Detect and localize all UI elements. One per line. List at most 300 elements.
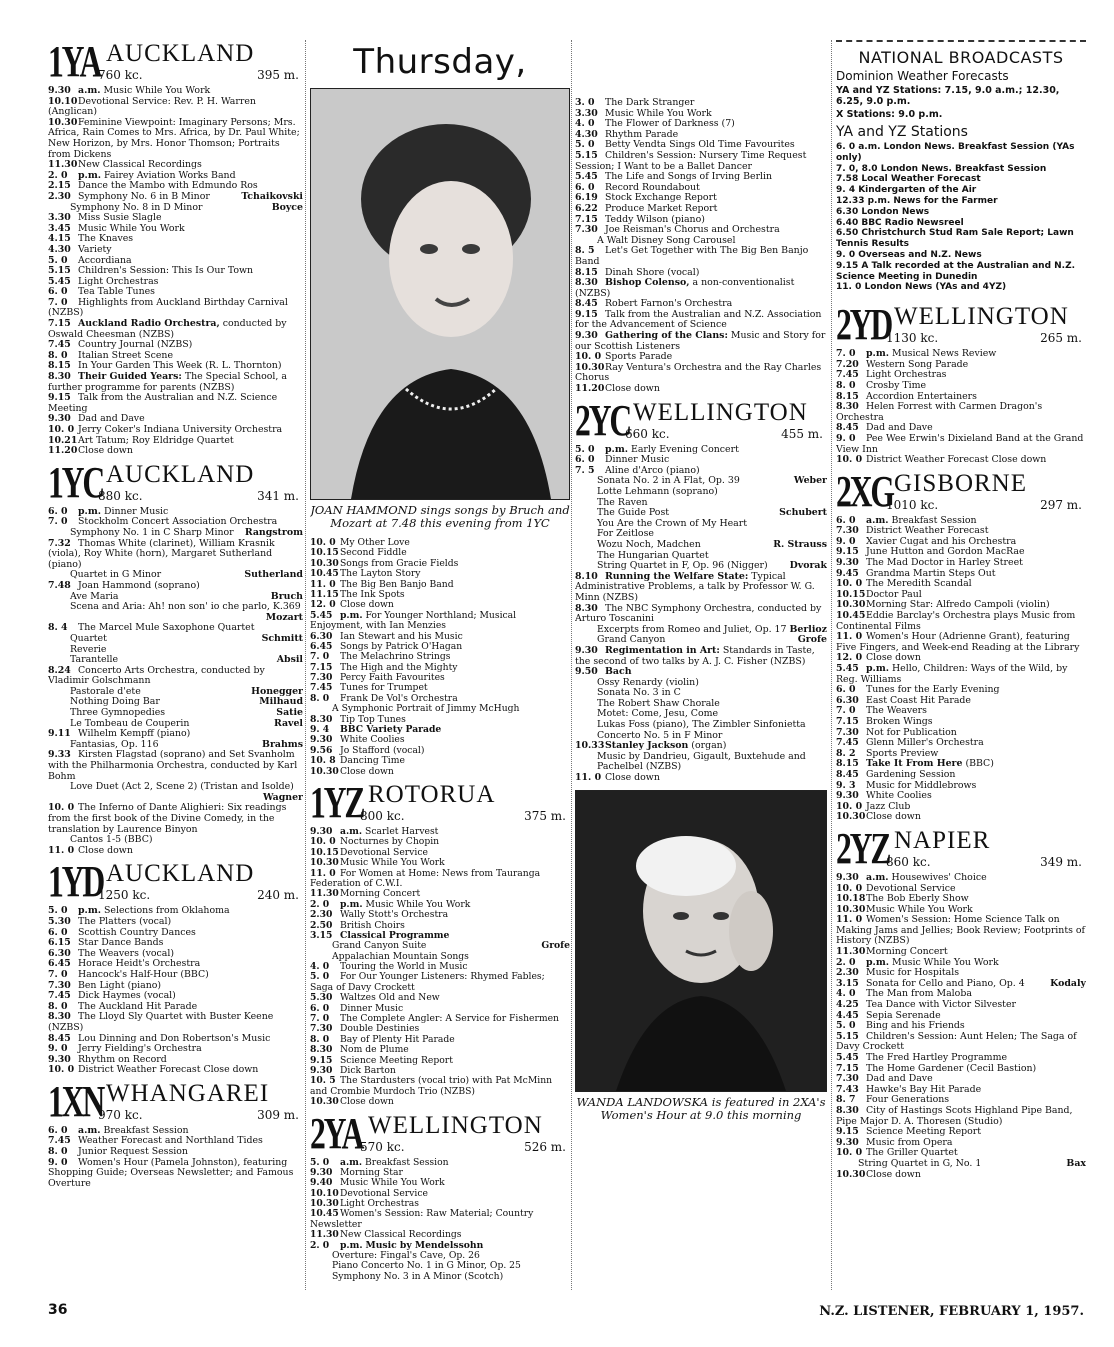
programme-title: Bing and his Friends <box>866 1021 965 1032</box>
station-frequency: 1250 kc. <box>98 888 151 903</box>
national-heading: YA and YZ Stations <box>836 124 968 140</box>
national-list <box>836 142 1086 293</box>
programme-subtitle: Reverie <box>70 644 107 655</box>
programme-title: The Weavers <box>866 706 927 717</box>
programme-title: Helen Forrest with Carmen Dragon's Orchestra <box>836 402 1043 423</box>
programme-title: Music and Story for our Scottish Listeners <box>575 331 826 352</box>
programme-time: 8.15 <box>48 361 71 372</box>
programme-item <box>836 1000 1086 1011</box>
programme-time: 12. 0 <box>836 653 863 664</box>
programme-composer: Tchaikovski <box>241 191 303 202</box>
programme-time: 7.45 <box>48 340 71 351</box>
programme-time: 3.45 <box>48 223 71 234</box>
programme-title: Standards in Taste, the second of two talks by A. J. C. Fisher (NZBS) <box>575 645 815 667</box>
programme-time: 8. 5 <box>575 246 595 257</box>
programme-time: 6. 0 <box>48 927 68 938</box>
programme-title: The Mad Doctor in Harley Street <box>866 558 1023 569</box>
programme-time: 12. 0 <box>310 600 336 611</box>
programme-time: 2.30 <box>48 191 71 202</box>
programme-item <box>48 708 303 719</box>
programme-item <box>575 268 827 279</box>
programme-item <box>310 1168 570 1178</box>
programme-title: (organ) <box>691 741 727 752</box>
programme-title: Aline d'Arco (piano) <box>605 465 700 476</box>
column-1 <box>48 40 303 1193</box>
programme-item <box>310 632 570 642</box>
station-header <box>48 1076 303 1126</box>
programme-time: 8. 7 <box>836 1095 856 1106</box>
programme-meridiem: a.m. <box>866 515 889 526</box>
programme-item <box>48 86 303 97</box>
programme-subtitle: Grand Canyon Suite <box>332 941 427 952</box>
programme-item <box>48 340 303 351</box>
programme-time: 9. 0 <box>836 536 856 547</box>
programme-item <box>836 947 1086 958</box>
programme-highlight: Gathering of the Clans: <box>605 331 728 342</box>
programme-time: 5. 0 <box>575 444 595 455</box>
programme-subtitle: A Walt Disney Song Carousel <box>597 235 736 246</box>
programme-item <box>48 277 303 288</box>
programme-title: Women's Session: Home Science Talk on Making Jams and Jellies; Book Review; Footprints of History (NZBS) <box>836 915 1086 947</box>
programme-time: 10.15 <box>836 589 866 600</box>
programme-time: 9. 0 <box>48 1044 68 1055</box>
programme-meridiem: a.m. <box>78 86 101 96</box>
programme-title: Dick Haymes (vocal) <box>78 991 176 1002</box>
programme-time: 2.50 <box>310 920 333 931</box>
programme-item <box>310 683 570 693</box>
programme-item <box>48 393 303 414</box>
programme-title: Scarlet Harvest <box>365 826 439 837</box>
programme-time: 4. 0 <box>836 989 856 1000</box>
station-header <box>575 395 827 445</box>
programme-title: The Man from Maloba <box>866 989 972 1000</box>
station-city: ROTORUA <box>368 780 496 808</box>
programme-time: 7.30 <box>836 526 859 537</box>
programme-item <box>48 970 303 981</box>
programme-subtitle: Sonata No. 2 in A Flat, Op. 39 <box>597 476 740 487</box>
programme-time: 5.45 <box>575 172 598 183</box>
programme-item <box>310 952 570 962</box>
programme-composer: Milhaud <box>259 697 303 708</box>
programme-title: Women's Hour (Pamela Johnston), featuring Shopping Guide; Overseas Newsletter; and Famous Overture <box>48 1157 294 1189</box>
programme-time: 7.30 <box>310 1024 333 1035</box>
programme-item <box>836 812 1086 823</box>
programme-title: Close down <box>866 1169 921 1180</box>
station-city: WHANGAREI <box>106 1079 270 1107</box>
programme-time: 10.18 <box>836 894 866 905</box>
programme-item <box>310 694 570 704</box>
programme-title: Percy Faith Favourites <box>340 673 445 684</box>
programme-time: 7.45 <box>836 738 859 749</box>
programme-item <box>836 579 1086 590</box>
programme-title: Dad and Dave <box>78 414 145 425</box>
programme-time: 7. 0 <box>836 349 856 360</box>
programme-highlight: BBC Variety Parade <box>340 725 442 736</box>
station-header <box>836 300 1086 350</box>
programme-item <box>310 611 570 632</box>
programme-item <box>836 958 1086 969</box>
programme-title: East Coast Hit Parade <box>866 695 971 706</box>
programme-time: 3.15 <box>310 930 333 941</box>
programme-title: Dad and Dave <box>866 1074 933 1085</box>
column-rule <box>831 40 832 1290</box>
programme-time: 10. 0 <box>48 803 75 814</box>
station-1xn-continued <box>310 538 570 777</box>
programme-item <box>48 917 303 928</box>
programme-time: 5. 0 <box>48 255 68 266</box>
programme-item <box>310 1097 570 1107</box>
programme-item <box>48 1012 303 1033</box>
programme-highlight: Regimentation in Art: <box>605 645 720 656</box>
programme-time: 9. 0 <box>836 433 856 444</box>
programme-title: Music While You Work <box>78 223 185 234</box>
programme-time: 5.30 <box>310 993 333 1004</box>
programme-item <box>836 759 1086 770</box>
programme-time: 9.50 <box>575 667 598 678</box>
programme-time: 8. 0 <box>310 1034 330 1045</box>
programme-time: 9.15 <box>48 393 71 404</box>
programme-title: Miss Susie Slagle <box>78 213 162 224</box>
programme-time: 11.20 <box>575 384 605 395</box>
programme-item <box>836 1074 1086 1085</box>
station-header <box>48 457 303 507</box>
programme-title: Science Meeting Report <box>340 1055 453 1066</box>
programme-title: Lou Dinning and Don Robertson's Music <box>78 1033 271 1044</box>
programme-title: Accordion Entertainers <box>866 391 977 402</box>
programme-title: The Lloyd Sly Quartet with Buster Keene (NZBS) <box>48 1012 274 1033</box>
programme-title: Music While You Work <box>340 858 445 869</box>
programme-title: Second Fiddle <box>340 548 407 559</box>
programme-subtitle: Concerto No. 5 in F Minor <box>597 730 723 741</box>
station-2yz <box>836 823 1086 1180</box>
programme-list <box>48 1126 303 1190</box>
programme-time: 7.30 <box>48 980 71 991</box>
programme-time: 10.30 <box>310 858 339 869</box>
programme-time: 9.15 <box>836 547 859 558</box>
programme-time: 8. 4 <box>48 623 68 634</box>
programme-time: 6. 0 <box>836 515 856 526</box>
programme-time: 6. 0 <box>310 1003 330 1014</box>
programme-item <box>836 653 1086 664</box>
programme-item <box>575 310 827 331</box>
programme-item <box>48 581 303 592</box>
programme-title: In Your Garden This Week (R. L. Thornton) <box>78 361 282 372</box>
programme-time: 8.24 <box>48 665 71 676</box>
programme-item <box>836 802 1086 813</box>
programme-title: Housewives' Choice <box>891 872 987 883</box>
programme-title: Broken Wings <box>866 716 933 727</box>
programme-time: 11. 0 <box>48 845 75 856</box>
programme-item <box>48 1002 303 1013</box>
programme-item <box>836 423 1086 434</box>
programme-time: 6. 0 <box>836 685 856 696</box>
programme-item <box>836 547 1086 558</box>
programme-title: Doctor Paul <box>866 589 922 600</box>
programme-time: 7.45 <box>310 683 333 694</box>
programme-list <box>310 538 570 777</box>
programme-composer: Satie <box>276 708 303 719</box>
programme-highlight: Bishop Colenso, <box>605 278 690 289</box>
station-wavelength: 375 m. <box>524 808 566 823</box>
programme-item <box>575 204 827 215</box>
programme-title: Close down <box>866 812 921 823</box>
programme-title: The Big Ben Banjo Band <box>340 579 454 590</box>
programme-title: Talk from the Australian and N.Z. Association for the Advancement of Science <box>575 309 822 331</box>
programme-item <box>575 98 827 109</box>
programme-subtitle: Quartet in G Minor <box>70 570 162 581</box>
programme-item <box>310 569 570 579</box>
programme-title: Dad and Dave <box>866 423 933 434</box>
programme-title: The Griller Quartet <box>866 1148 958 1159</box>
programme-item <box>836 537 1086 548</box>
programme-item <box>310 1056 570 1066</box>
programme-composer: Absil <box>276 655 303 666</box>
programme-time: 11.30 <box>310 889 339 900</box>
programme-item <box>836 569 1086 580</box>
programme-title: Waltzes Old and New <box>340 993 440 1004</box>
programme-item <box>575 635 827 646</box>
programme-item <box>48 938 303 949</box>
station-header <box>836 466 1086 516</box>
programme-item <box>310 900 570 910</box>
programme-item <box>310 1035 570 1045</box>
programme-time: 4.25 <box>836 1000 859 1011</box>
programme-item <box>836 516 1086 527</box>
programme-time: 11. 0 <box>836 915 863 926</box>
programme-title: The Dark Stranger <box>605 98 695 108</box>
programme-item <box>575 109 827 120</box>
programme-item <box>48 645 303 656</box>
programme-highlight: Music by Mendelssohn <box>365 1240 484 1251</box>
programme-meridiem: p.m. <box>605 444 629 455</box>
programme-title: Morning Concert <box>866 947 948 958</box>
programme-item <box>48 517 303 528</box>
programme-time: 4. 0 <box>575 119 595 130</box>
station-1yc <box>48 457 303 857</box>
programme-title: Close down <box>605 384 660 395</box>
programme-title: Ray Ventura's Orchestra and the Ray Charles Chorus <box>575 362 822 384</box>
programme-title: The Ink Spots <box>340 589 405 600</box>
programme-time: 10. 0 <box>48 1065 75 1076</box>
programme-time: 7. 0 <box>310 652 330 663</box>
station-1xn <box>48 1076 303 1190</box>
programme-item <box>575 508 827 519</box>
station-callsign: 1YZ <box>310 777 364 827</box>
programme-item <box>575 752 827 773</box>
programme-title: Eddie Barclay's Orchestra plays Music from Continental Films <box>836 611 1076 632</box>
programme-time: 9.15 <box>575 309 598 320</box>
programme-item <box>310 1076 570 1097</box>
programme-item <box>310 889 570 899</box>
programme-title: Horace Heidt's Orchestra <box>78 959 201 970</box>
programme-time: 10. 0 <box>836 801 863 812</box>
programme-item <box>310 580 570 590</box>
programme-item <box>310 652 570 662</box>
programme-subtitle: Overture: Fingal's Cave, Op. 26 <box>332 1251 480 1262</box>
programme-title: New Classical Recordings <box>78 160 202 171</box>
programme-title: Close down <box>340 1097 394 1108</box>
programme-item <box>48 203 303 214</box>
programme-highlight: Bach <box>605 667 632 678</box>
programme-title: Teddy Wilson (piano) <box>605 214 705 225</box>
programme-item <box>310 1199 570 1209</box>
programme-time: 10.30 <box>836 904 866 915</box>
programme-subtitle: String Quartet in G, No. 1 <box>858 1158 982 1169</box>
programme-time: 8. 2 <box>836 748 856 759</box>
programme-composer: Honegger <box>251 686 303 697</box>
programme-title: Tea Dance with Victor Silvester <box>866 1000 1016 1011</box>
programme-item <box>310 931 570 941</box>
programme-list <box>836 349 1086 466</box>
programme-subtitle: String Quartet in F, Op. 96 (Nigger) <box>597 561 768 572</box>
programme-title: British Choirs <box>340 920 405 931</box>
programme-title: Nom de Plume <box>340 1045 409 1056</box>
programme-item <box>836 968 1086 979</box>
programme-item <box>48 414 303 425</box>
programme-title: Wally Stott's Orchestra <box>340 910 449 921</box>
programme-time: 7.15 <box>48 319 71 330</box>
programme-time: 2.30 <box>310 910 333 921</box>
programme-item <box>310 1272 570 1282</box>
programme-title: Nocturnes by Chopin <box>340 837 440 848</box>
station-frequency: 1010 kc. <box>886 497 939 512</box>
programme-time: 7.15 <box>836 1063 859 1074</box>
programme-time: 6. 0 <box>575 182 595 193</box>
programme-title: Songs by Patrick O'Hagan <box>340 641 463 652</box>
programme-meridiem: p.m. <box>866 349 890 360</box>
programme-title: Music from Opera <box>866 1137 953 1148</box>
programme-time: 11.20 <box>48 446 78 457</box>
programme-title: Close down <box>605 773 660 784</box>
programme-time: 7. 0 <box>48 969 68 980</box>
programme-time: 2.15 <box>48 181 71 192</box>
programme-time: 2.30 <box>836 968 859 979</box>
programme-time: 7. 0 <box>48 297 68 308</box>
station-callsign: 1YA <box>48 40 101 86</box>
station-callsign: 1YD <box>48 857 104 907</box>
programme-title: Touring the World in Music <box>340 962 468 973</box>
programme-item <box>48 1034 303 1045</box>
programme-time: 8.15 <box>575 267 598 278</box>
programme-item <box>575 172 827 183</box>
programme-subtitle: Grand Canyon <box>597 635 666 646</box>
programme-title: The Fred Hartley Programme <box>866 1053 1008 1063</box>
programme-title: Hello, Children: Ways of the Wild, by Reg. Williams <box>836 664 1068 685</box>
programme-title: Star Dance Bands <box>78 938 164 949</box>
programme-item <box>48 256 303 267</box>
national-item: 6.50 Christchurch Stud Ram Sale Report; Lawn Tennis Results <box>836 228 1074 250</box>
national-item: 9.15 A Talk recorded at the Australian and N.Z. Science Meeting in Dunedin <box>836 260 1076 282</box>
programme-time: 6.45 <box>310 641 333 652</box>
programme-title: Rhythm on Record <box>78 1054 167 1065</box>
programme-list <box>836 516 1086 823</box>
station-city: WELLINGTON <box>894 303 1069 331</box>
programme-time: 10.10 <box>48 96 78 107</box>
programme-item <box>310 1209 570 1230</box>
programme-title: Ben Light (piano) <box>78 980 162 991</box>
programme-subtitle: Tarantelle <box>70 655 119 666</box>
programme-composer: Dvorak <box>789 561 827 572</box>
programme-title: My Other Love <box>340 538 410 548</box>
programme-item <box>575 741 827 752</box>
programme-title: Devotional Service: Rev. P. H. Warren (Anglican) <box>48 96 256 118</box>
programme-time: 9.30 <box>836 791 859 802</box>
programme-item <box>48 234 303 245</box>
programme-item <box>575 119 827 130</box>
page-number: 36 <box>48 1302 68 1318</box>
programme-composer: Brahms <box>262 739 303 750</box>
programme-item <box>836 664 1086 685</box>
programme-item <box>836 1053 1086 1064</box>
programme-highlight: Take It From Here <box>866 759 963 770</box>
programme-time: 9.30 <box>310 826 333 837</box>
programme-item <box>836 526 1086 537</box>
programme-title: Breakfast Session <box>891 515 977 526</box>
programme-item <box>48 928 303 939</box>
programme-time: 8.15 <box>836 391 859 402</box>
programme-time: 9. 4 <box>310 725 330 736</box>
programme-title: Music for Hospitals <box>866 968 960 979</box>
programme-title: conducted by Oswald Cheesman (NZBS) <box>48 319 287 340</box>
programme-title: Women's Hour (Adrienne Grant), featuring Five Fingers, and Week-end Reading at the Library <box>836 632 1080 653</box>
programme-meridiem: p.m. <box>340 899 363 910</box>
programme-title: Dinner Music <box>340 1003 404 1014</box>
programme-item <box>310 600 570 610</box>
programme-time: 7. 0 <box>48 517 68 528</box>
programme-time: 9.56 <box>310 745 333 756</box>
publication-footer: N.Z. LISTENER, FEBRUARY 1, 1957. <box>819 1304 1084 1319</box>
programme-item <box>48 697 303 708</box>
programme-title: Music While You Work <box>866 904 973 915</box>
programme-title: Italian Street Scene <box>78 350 173 361</box>
programme-title: Music While You Work <box>103 86 211 96</box>
programme-time: 6.19 <box>575 193 598 204</box>
station-city: AUCKLAND <box>106 40 255 67</box>
station-wavelength: 349 m. <box>1040 854 1082 869</box>
programme-title: Thomas White (clarinet), William Krasnik (viola), Roy White (horn), Margaret Sutherland (piano) <box>48 538 275 570</box>
programme-item <box>575 363 827 384</box>
programme-title: The Life and Songs of Irving Berlin <box>605 172 773 183</box>
programme-time: 7.30 <box>836 727 859 738</box>
programme-time: 10. 8 <box>310 756 336 767</box>
programme-item <box>575 551 827 562</box>
programme-time: 7. 0 <box>310 1014 330 1025</box>
programme-title: Feminine Viewpoint: Imaginary Persons; Mrs. Africa, Rain Comes to Mrs. Africa, by Dr. Paul White; New Horizon, by Mrs. Honor Thomson; Portraits from Dickens <box>48 117 300 160</box>
photo-caption-landowska: WANDA LANDOWSKA is featured in 2XA's Women's Hour at 9.0 this morning <box>576 1094 826 1122</box>
station-2ya-continued <box>575 98 827 395</box>
programme-time: 9.30 <box>310 1167 333 1178</box>
station-header <box>836 823 1086 873</box>
programme-item <box>575 572 827 604</box>
station-1yz <box>310 777 570 1108</box>
station-callsign: 1YC <box>48 457 104 507</box>
programme-time: 10. 0 <box>836 1148 863 1159</box>
programme-subtitle: Excerpts from Romeo and Juliet, Op. 17 <box>597 624 787 635</box>
programme-time: 8. 0 <box>48 1147 68 1158</box>
programme-item <box>48 446 303 457</box>
programme-item <box>836 590 1086 601</box>
programme-time: 10.30 <box>310 1199 339 1210</box>
programme-time: 5.15 <box>48 266 71 277</box>
programme-list <box>48 86 303 457</box>
programme-time: 10.30 <box>836 600 866 611</box>
programme-item <box>48 245 303 256</box>
programme-item <box>310 715 570 725</box>
station-frequency: 970 kc. <box>98 1107 143 1122</box>
programme-meridiem: p.m. <box>866 957 890 968</box>
programme-time: 7.15 <box>575 214 598 225</box>
programme-item <box>48 539 303 571</box>
